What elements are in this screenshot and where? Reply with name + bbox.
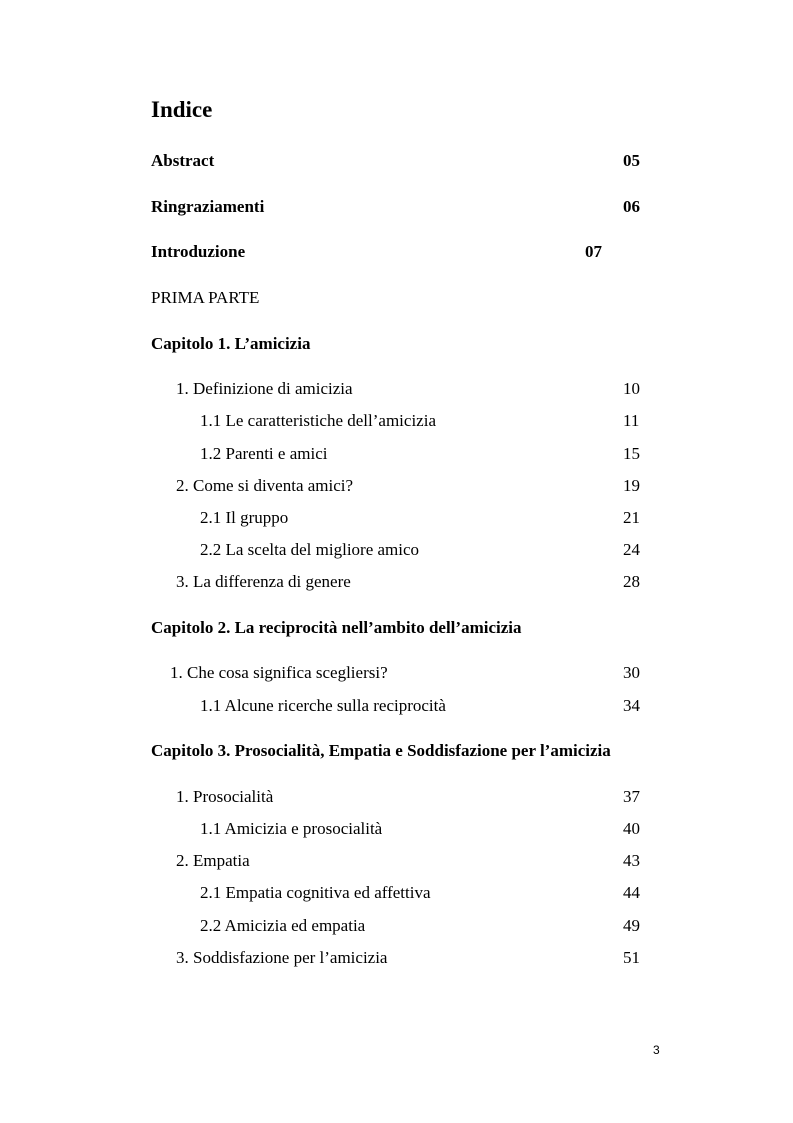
- toc-entry: 2.2 Amicizia ed empatia: [200, 916, 366, 935]
- toc-entry: 2.1 Il gruppo: [200, 508, 289, 527]
- toc-page: 40: [623, 819, 640, 838]
- toc-entry: 1. Che cosa significa scegliersi?: [170, 663, 388, 682]
- toc-page: 21: [623, 508, 640, 527]
- toc-entry: 1. Definizione di amicizia: [176, 379, 353, 398]
- toc-entry: 3. Soddisfazione per l’amicizia: [176, 948, 388, 967]
- toc-page-introduzione: 07: [585, 242, 602, 261]
- toc-entry-ringraziamenti: Ringraziamenti: [151, 197, 265, 216]
- part-label: PRIMA PARTE: [151, 288, 260, 307]
- toc-page: 44: [623, 883, 640, 902]
- toc-page: 19: [623, 476, 640, 495]
- toc-entry-abstract: Abstract: [151, 151, 215, 170]
- toc-entry: 2. Come si diventa amici?: [176, 476, 354, 495]
- toc-page-abstract: 05: [623, 151, 640, 170]
- toc-entry: 2. Empatia: [176, 851, 250, 870]
- toc-entry: 1. Prosocialità: [176, 787, 274, 806]
- toc-page: 51: [623, 948, 640, 967]
- toc-entry: 1.1 Le caratteristiche dell’amicizia: [200, 411, 436, 430]
- toc-page: 15: [623, 444, 640, 463]
- toc-entry: 2.2 La scelta del migliore amico: [200, 540, 420, 559]
- toc-title: Indice: [151, 97, 213, 122]
- toc-page: 28: [623, 572, 640, 591]
- toc-entry: 1.1 Amicizia e prosocialità: [200, 819, 383, 838]
- toc-page: 34: [623, 696, 640, 715]
- chapter3-heading: Capitolo 3. Prosocialità, Empatia e Soddisfazione per l’amicizia: [151, 741, 611, 760]
- chapter2-heading: Capitolo 2. La reciprocità nell’ambito dell’amicizia: [151, 618, 522, 637]
- toc-page: 24: [623, 540, 640, 559]
- toc-entry: 2.1 Empatia cognitiva ed affettiva: [200, 883, 431, 902]
- toc-page: 11: [623, 411, 640, 430]
- page-number: 3: [653, 1043, 660, 1057]
- toc-entry: 1.2 Parenti e amici: [200, 444, 328, 463]
- toc-page: 30: [623, 663, 640, 682]
- toc-page: 37: [623, 787, 640, 806]
- toc-entry: 3. La differenza di genere: [176, 572, 351, 591]
- toc-entry-introduzione: Introduzione: [151, 242, 246, 261]
- toc-page-ringraziamenti: 06: [623, 197, 640, 216]
- toc-page: 43: [623, 851, 640, 870]
- toc-page: 10: [623, 379, 640, 398]
- chapter1-heading: Capitolo 1. L’amicizia: [151, 334, 311, 353]
- toc-page: 49: [623, 916, 640, 935]
- toc-entry: 1.1 Alcune ricerche sulla reciprocità: [200, 696, 446, 715]
